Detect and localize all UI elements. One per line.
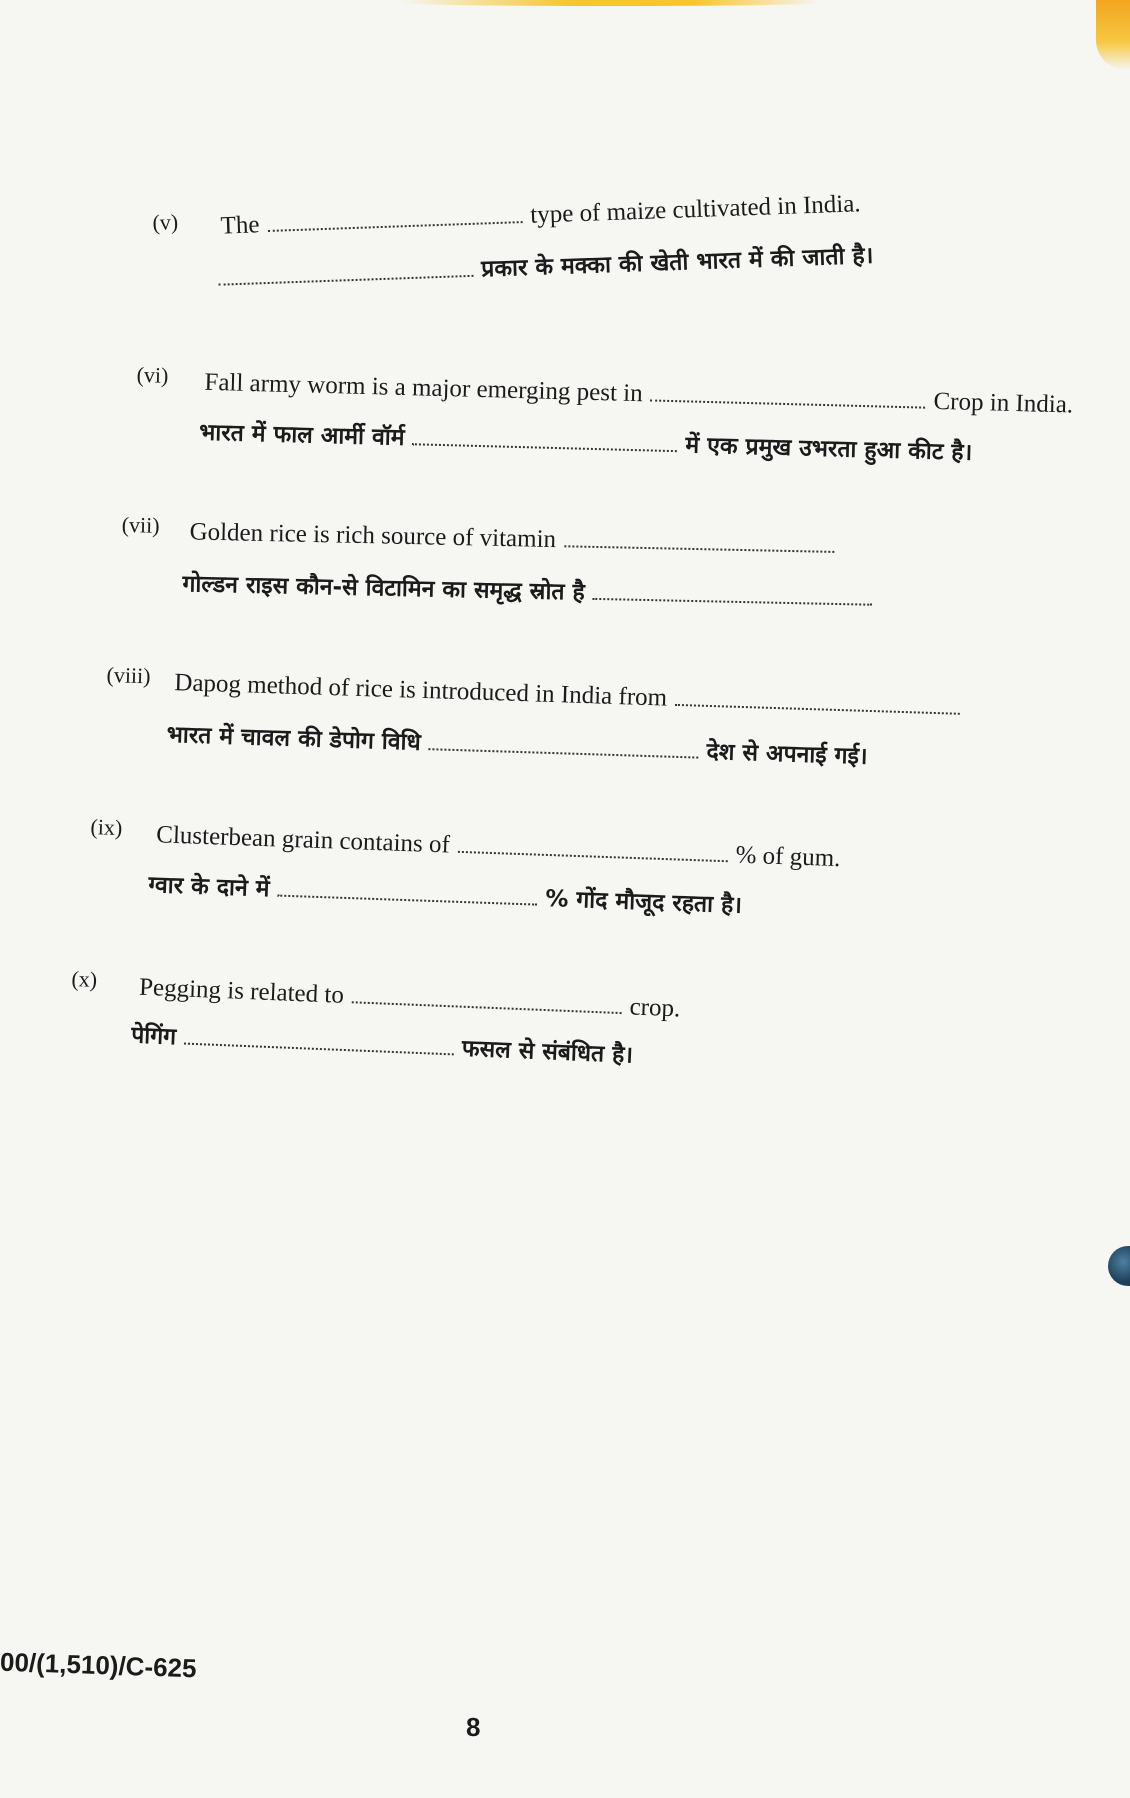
question-number: (ix) (90, 814, 123, 841)
question-text-hi: प्रकार के मक्का की खेती भारत में की जाती है। (218, 243, 874, 293)
page-corner-highlight (1096, 0, 1130, 70)
question-text-en: The type of maize cultivated in India. (220, 190, 861, 240)
question-text-en: Clusterbean grain contains of % of gum. (155, 821, 841, 873)
question-text-hi: भारत में फाल आर्मी वॉर्म में एक प्रमुख उभरता हुआ कीट है। (198, 419, 973, 466)
question-text-en: Golden rice is rich source of vitamin (189, 517, 842, 561)
question-text-hi: पेगिंग फसल से संबंधित है। (130, 1022, 634, 1069)
binder-clip-shadow (1108, 1246, 1130, 1286)
answer-blank[interactable] (650, 381, 925, 408)
answer-blank[interactable] (412, 425, 677, 452)
answer-blank[interactable] (352, 983, 623, 1014)
answer-blank[interactable] (277, 877, 538, 906)
answer-blank[interactable] (458, 833, 729, 862)
question-number: (viii) (106, 662, 151, 689)
question-number: (vi) (136, 362, 169, 388)
question-text-hi: ग्वार के दाने में % गोंद मौजूद रहता है। (148, 872, 743, 919)
answer-blank[interactable] (218, 257, 474, 286)
answer-blank[interactable] (267, 203, 523, 232)
question-text-en: Dapog method of rice is introduced in India from (174, 668, 968, 723)
question-text-hi: भारत में चावल की डेपोग विधि देश से अपनाई गई। (166, 721, 868, 770)
answer-blank[interactable] (564, 527, 834, 553)
page-edge-highlight (400, 0, 820, 6)
answer-blank[interactable] (593, 580, 873, 606)
answer-blank[interactable] (429, 730, 699, 758)
question-number: (x) (70, 966, 98, 993)
answer-blank[interactable] (675, 686, 960, 715)
question-number: (v) (152, 209, 179, 235)
answer-blank[interactable] (184, 1025, 455, 1056)
question-text-en: Pegging is related to crop. (138, 973, 681, 1023)
question-text-hi: गोल्डन राइस कौन-से विटामिन का समृद्ध स्रोत है (182, 571, 881, 613)
paper-code: 00/(1,510)/C-625 (0, 1646, 198, 1684)
page-number: 8 (466, 1712, 481, 1742)
question-text-en: Fall army worm is a major emerging pest in Crop in India. (204, 368, 1074, 419)
question-number: (vii) (121, 512, 160, 538)
